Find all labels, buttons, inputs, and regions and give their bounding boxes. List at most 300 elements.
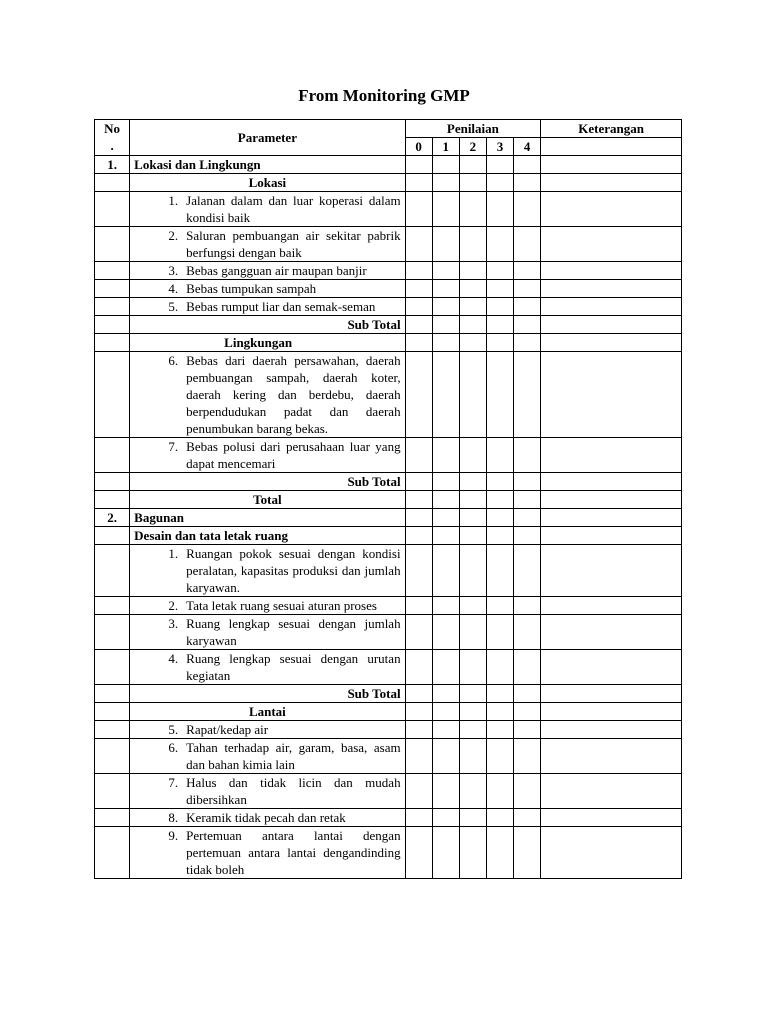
score-cell-2[interactable]	[459, 227, 486, 262]
table-row	[95, 334, 682, 352]
score-cell-0[interactable]	[405, 650, 432, 685]
header-no	[95, 120, 130, 156]
score-cell-2[interactable]	[459, 650, 486, 685]
table-row	[95, 685, 682, 703]
item-text: Rapat/kedap air	[186, 722, 269, 737]
item-number: 6.	[168, 740, 179, 755]
item-number: 2.	[168, 228, 179, 243]
score-cell-3[interactable]	[486, 809, 513, 827]
score-cell-2[interactable]	[459, 721, 486, 739]
score-cell-1[interactable]	[432, 509, 459, 527]
parameter-cell	[130, 156, 405, 174]
score-cell-3[interactable]	[486, 280, 513, 298]
score-cell-2[interactable]	[459, 615, 486, 650]
parameter-cell	[130, 545, 405, 597]
keterangan-cell[interactable]	[541, 227, 682, 262]
score-header-0: 0	[405, 138, 432, 156]
item-number: 7.	[168, 439, 179, 454]
item-text: Tahan terhadap air, garam, basa, asam dan bahan kimia lain	[186, 740, 401, 772]
monitoring-table	[94, 119, 682, 879]
parameter-cell	[130, 192, 405, 227]
score-cell-4[interactable]	[514, 262, 541, 280]
item-text: Ruang lengkap sesuai dengan urutan kegiatan	[186, 651, 401, 683]
score-cell-2[interactable]	[459, 545, 486, 597]
score-cell-1[interactable]	[432, 774, 459, 809]
keterangan-cell[interactable]	[541, 774, 682, 809]
score-cell-2[interactable]	[459, 809, 486, 827]
keterangan-cell[interactable]	[541, 721, 682, 739]
score-cell-1[interactable]	[432, 352, 459, 438]
score-cell-2[interactable]	[459, 703, 486, 721]
header-keterangan: Keterangan	[541, 120, 682, 138]
subtotal-label: Sub Total	[347, 474, 401, 489]
table-row	[95, 280, 682, 298]
parameter-cell	[130, 774, 405, 809]
item-number: 1.	[168, 546, 179, 561]
score-cell-4[interactable]	[514, 316, 541, 334]
table-row	[95, 650, 682, 685]
score-cell-0[interactable]	[405, 615, 432, 650]
parameter-cell	[130, 316, 405, 334]
score-cell-2[interactable]	[459, 174, 486, 192]
score-cell-0[interactable]	[405, 227, 432, 262]
parameter-cell	[130, 473, 405, 491]
row-number	[95, 174, 130, 192]
score-cell-2[interactable]	[459, 527, 486, 545]
parameter-cell	[130, 174, 405, 192]
item-text: Ruang lengkap sesuai dengan jumlah karyawan	[186, 616, 401, 648]
parameter-item	[134, 192, 400, 226]
table-row	[95, 703, 682, 721]
parameter-cell	[130, 509, 405, 527]
score-cell-0[interactable]	[405, 509, 432, 527]
item-text: Ruangan pokok sesuai dengan kondisi peralatan, kapasitas produksi dan jumlah karyawan.	[186, 546, 401, 595]
score-cell-1[interactable]	[432, 809, 459, 827]
parameter-cell	[130, 721, 405, 739]
section-title: Lokasi dan Lingkungn	[134, 157, 261, 172]
score-cell-1[interactable]	[432, 597, 459, 615]
row-number	[95, 650, 130, 685]
score-cell-3[interactable]	[486, 721, 513, 739]
keterangan-cell[interactable]	[541, 316, 682, 334]
score-cell-3[interactable]	[486, 438, 513, 473]
score-cell-3[interactable]	[486, 192, 513, 227]
parameter-item	[134, 650, 400, 684]
row-number	[95, 703, 130, 721]
score-cell-3[interactable]	[486, 739, 513, 774]
header-penilaian: Penilaian	[405, 120, 541, 138]
row-number	[95, 827, 130, 879]
score-cell-4[interactable]	[514, 739, 541, 774]
score-cell-1[interactable]	[432, 262, 459, 280]
row-number	[95, 438, 130, 473]
score-cell-3[interactable]	[486, 491, 513, 509]
item-number: 6.	[168, 353, 179, 368]
keterangan-cell[interactable]	[541, 298, 682, 316]
score-header-3: 3	[486, 138, 513, 156]
table-row	[95, 473, 682, 491]
score-cell-1[interactable]	[432, 615, 459, 650]
item-number: 8.	[168, 810, 179, 825]
score-cell-1[interactable]	[432, 192, 459, 227]
score-cell-4[interactable]	[514, 334, 541, 352]
score-cell-1[interactable]	[432, 545, 459, 597]
score-cell-4[interactable]	[514, 174, 541, 192]
score-cell-3[interactable]	[486, 352, 513, 438]
score-cell-4[interactable]	[514, 352, 541, 438]
score-cell-4[interactable]	[514, 491, 541, 509]
item-number: 1.	[168, 193, 179, 208]
score-cell-4[interactable]	[514, 545, 541, 597]
row-number	[95, 473, 130, 491]
row-number	[95, 352, 130, 438]
score-cell-3[interactable]	[486, 174, 513, 192]
item-text: Bebas tumpukan sampah	[186, 281, 317, 296]
subheading: Lantai	[248, 704, 286, 719]
row-number	[95, 298, 130, 316]
row-number	[95, 545, 130, 597]
table-row	[95, 262, 682, 280]
parameter-item	[134, 827, 400, 878]
table-row	[95, 491, 682, 509]
item-number: 2.	[168, 598, 179, 613]
page-title: From Monitoring GMP	[298, 86, 470, 105]
keterangan-cell[interactable]	[541, 827, 682, 879]
score-cell-0[interactable]	[405, 438, 432, 473]
parameter-cell	[130, 597, 405, 615]
subheading: Lingkungan	[224, 335, 293, 350]
row-number	[95, 491, 130, 509]
score-cell-2[interactable]	[459, 597, 486, 615]
score-cell-4[interactable]	[514, 827, 541, 879]
parameter-cell	[130, 491, 405, 509]
keterangan-cell[interactable]	[541, 597, 682, 615]
row-number: 1.	[95, 156, 130, 174]
item-text: Jalanan dalam dan luar koperasi dalam kondisi baik	[186, 193, 401, 225]
parameter-cell	[130, 280, 405, 298]
score-cell-1[interactable]	[432, 473, 459, 491]
score-cell-0[interactable]	[405, 316, 432, 334]
table-row	[95, 298, 682, 316]
score-cell-0[interactable]	[405, 527, 432, 545]
parameter-item	[134, 615, 400, 649]
row-number	[95, 280, 130, 298]
score-cell-0[interactable]	[405, 334, 432, 352]
row-number	[95, 316, 130, 334]
score-cell-3[interactable]	[486, 545, 513, 597]
header-row-1	[95, 120, 682, 138]
row-number	[95, 685, 130, 703]
row-number	[95, 597, 130, 615]
item-text: Bebas dari daerah persawahan, daerah pembuangan sampah, daerah koter, daerah kering dan berdebu, daerah berpendudukan padat dan daerah penumbukan barang bekas.	[186, 353, 401, 436]
header-keterangan-blank	[541, 138, 682, 156]
item-number: 5.	[168, 299, 179, 314]
row-number	[95, 527, 130, 545]
item-number: 4.	[168, 281, 179, 296]
table-row	[95, 739, 682, 774]
parameter-cell	[130, 527, 405, 545]
score-header-4: 4	[514, 138, 541, 156]
keterangan-cell[interactable]	[541, 527, 682, 545]
item-text: Bebas rumput liar dan semak-seman	[186, 299, 376, 314]
row-number	[95, 809, 130, 827]
table-row	[95, 192, 682, 227]
parameter-item	[134, 739, 400, 773]
parameter-cell	[130, 827, 405, 879]
score-cell-0[interactable]	[405, 809, 432, 827]
score-cell-0[interactable]	[405, 174, 432, 192]
score-cell-1[interactable]	[432, 827, 459, 879]
keterangan-cell[interactable]	[541, 174, 682, 192]
table-row	[95, 438, 682, 473]
score-cell-2[interactable]	[459, 298, 486, 316]
table-row	[95, 316, 682, 334]
table-row	[95, 597, 682, 615]
keterangan-cell[interactable]	[541, 650, 682, 685]
score-cell-1[interactable]	[432, 227, 459, 262]
score-cell-4[interactable]	[514, 473, 541, 491]
score-cell-0[interactable]	[405, 262, 432, 280]
item-number: 5.	[168, 722, 179, 737]
parameter-item	[134, 352, 400, 437]
score-cell-4[interactable]	[514, 615, 541, 650]
score-cell-2[interactable]	[459, 774, 486, 809]
score-cell-4[interactable]	[514, 685, 541, 703]
score-cell-1[interactable]	[432, 685, 459, 703]
item-number: 3.	[168, 616, 179, 631]
parameter-cell	[130, 809, 405, 827]
parameter-item	[134, 774, 400, 808]
parameter-cell	[130, 334, 405, 352]
score-cell-0[interactable]	[405, 739, 432, 774]
row-number	[95, 334, 130, 352]
keterangan-cell[interactable]	[541, 685, 682, 703]
table-row	[95, 827, 682, 879]
keterangan-cell[interactable]	[541, 262, 682, 280]
item-number: 3.	[168, 263, 179, 278]
score-cell-4[interactable]	[514, 703, 541, 721]
score-cell-2[interactable]	[459, 491, 486, 509]
score-cell-4[interactable]	[514, 156, 541, 174]
parameter-cell	[130, 352, 405, 438]
score-cell-0[interactable]	[405, 545, 432, 597]
score-cell-4[interactable]	[514, 721, 541, 739]
parameter-cell	[130, 262, 405, 280]
table-row	[95, 774, 682, 809]
score-cell-4[interactable]	[514, 597, 541, 615]
subheading: Lokasi	[248, 175, 287, 190]
parameter-item	[134, 227, 400, 261]
score-cell-3[interactable]	[486, 298, 513, 316]
keterangan-cell[interactable]	[541, 156, 682, 174]
row-number	[95, 262, 130, 280]
score-cell-4[interactable]	[514, 438, 541, 473]
score-cell-3[interactable]	[486, 827, 513, 879]
table-row	[95, 809, 682, 827]
item-number: 7.	[168, 775, 179, 790]
score-cell-2[interactable]	[459, 438, 486, 473]
score-cell-3[interactable]	[486, 597, 513, 615]
score-cell-2[interactable]	[459, 473, 486, 491]
parameter-item	[134, 809, 400, 826]
score-cell-3[interactable]	[486, 703, 513, 721]
score-cell-0[interactable]	[405, 473, 432, 491]
score-cell-4[interactable]	[514, 509, 541, 527]
score-cell-0[interactable]	[405, 703, 432, 721]
score-cell-2[interactable]	[459, 280, 486, 298]
score-cell-0[interactable]	[405, 827, 432, 879]
row-number	[95, 615, 130, 650]
score-cell-0[interactable]	[405, 597, 432, 615]
score-cell-2[interactable]	[459, 827, 486, 879]
score-cell-1[interactable]	[432, 334, 459, 352]
row-number	[95, 739, 130, 774]
score-cell-0[interactable]	[405, 352, 432, 438]
keterangan-cell[interactable]	[541, 703, 682, 721]
score-cell-1[interactable]	[432, 650, 459, 685]
score-cell-1[interactable]	[432, 491, 459, 509]
score-cell-1[interactable]	[432, 438, 459, 473]
score-cell-2[interactable]	[459, 192, 486, 227]
score-cell-4[interactable]	[514, 809, 541, 827]
score-cell-1[interactable]	[432, 703, 459, 721]
score-cell-3[interactable]	[486, 262, 513, 280]
score-cell-3[interactable]	[486, 316, 513, 334]
row-number: 2.	[95, 509, 130, 527]
parameter-cell	[130, 438, 405, 473]
score-cell-1[interactable]	[432, 280, 459, 298]
table-row	[95, 156, 682, 174]
item-text: Bebas gangguan air maupan banjir	[186, 263, 367, 278]
keterangan-cell[interactable]	[541, 509, 682, 527]
parameter-item	[134, 438, 400, 472]
header-no-dot: .	[110, 138, 114, 153]
score-cell-3[interactable]	[486, 227, 513, 262]
parameter-cell	[130, 615, 405, 650]
score-cell-1[interactable]	[432, 316, 459, 334]
score-cell-1[interactable]	[432, 156, 459, 174]
row-number	[95, 721, 130, 739]
keterangan-cell[interactable]	[541, 334, 682, 352]
score-cell-4[interactable]	[514, 280, 541, 298]
header-no-label: No	[104, 121, 121, 136]
score-cell-1[interactable]	[432, 739, 459, 774]
score-cell-1[interactable]	[432, 721, 459, 739]
score-cell-2[interactable]	[459, 262, 486, 280]
score-cell-2[interactable]	[459, 685, 486, 703]
keterangan-cell[interactable]	[541, 545, 682, 597]
score-cell-1[interactable]	[432, 174, 459, 192]
score-cell-4[interactable]	[514, 192, 541, 227]
keterangan-cell[interactable]	[541, 615, 682, 650]
score-cell-0[interactable]	[405, 685, 432, 703]
parameter-item	[134, 262, 400, 279]
table-row	[95, 227, 682, 262]
score-header-2: 2	[459, 138, 486, 156]
score-cell-2[interactable]	[459, 739, 486, 774]
score-cell-3[interactable]	[486, 509, 513, 527]
parameter-item	[134, 280, 400, 297]
parameter-cell	[130, 227, 405, 262]
score-cell-4[interactable]	[514, 774, 541, 809]
score-cell-3[interactable]	[486, 774, 513, 809]
score-cell-2[interactable]	[459, 156, 486, 174]
score-cell-1[interactable]	[432, 527, 459, 545]
table-row	[95, 509, 682, 527]
item-text: Keramik tidak pecah dan retak	[186, 810, 346, 825]
score-cell-3[interactable]	[486, 334, 513, 352]
score-cell-0[interactable]	[405, 774, 432, 809]
item-text: Tata letak ruang sesuai aturan proses	[186, 598, 377, 613]
score-cell-4[interactable]	[514, 227, 541, 262]
keterangan-cell[interactable]	[541, 739, 682, 774]
keterangan-cell[interactable]	[541, 473, 682, 491]
score-cell-4[interactable]	[514, 650, 541, 685]
score-header-1: 1	[432, 138, 459, 156]
header-parameter: Parameter	[130, 120, 405, 156]
item-text: Bebas polusi dari perusahaan luar yang dapat mencemari	[186, 439, 401, 471]
score-cell-3[interactable]	[486, 473, 513, 491]
score-cell-0[interactable]	[405, 280, 432, 298]
score-cell-2[interactable]	[459, 352, 486, 438]
item-text: Pertemuan antara lantai dengan pertemuan antara lantai dengandinding tidak boleh	[186, 828, 401, 877]
score-cell-3[interactable]	[486, 527, 513, 545]
parameter-item	[134, 721, 400, 738]
subheading: Total	[253, 492, 282, 507]
score-cell-1[interactable]	[432, 298, 459, 316]
parameter-cell	[130, 685, 405, 703]
score-cell-2[interactable]	[459, 334, 486, 352]
parameter-item	[134, 545, 400, 596]
parameter-cell	[130, 298, 405, 316]
keterangan-cell[interactable]	[541, 809, 682, 827]
score-cell-0[interactable]	[405, 192, 432, 227]
table-row	[95, 352, 682, 438]
keterangan-cell[interactable]	[541, 280, 682, 298]
section-title: Bagunan	[134, 510, 185, 525]
table-row	[95, 721, 682, 739]
keterangan-cell[interactable]	[541, 491, 682, 509]
score-cell-3[interactable]	[486, 650, 513, 685]
item-text: Saluran pembuangan air sekitar pabrik berfungsi dengan baik	[186, 228, 401, 260]
row-number	[95, 227, 130, 262]
parameter-item	[134, 597, 400, 614]
subtotal-label: Sub Total	[347, 686, 401, 701]
score-cell-0[interactable]	[405, 156, 432, 174]
keterangan-cell[interactable]	[541, 438, 682, 473]
score-cell-3[interactable]	[486, 615, 513, 650]
score-cell-4[interactable]	[514, 298, 541, 316]
subheading: Desain dan tata letak ruang	[134, 528, 289, 543]
subtotal-label: Sub Total	[347, 317, 401, 332]
keterangan-cell[interactable]	[541, 352, 682, 438]
score-cell-3[interactable]	[486, 156, 513, 174]
parameter-cell	[130, 739, 405, 774]
parameter-item	[134, 298, 400, 315]
score-cell-4[interactable]	[514, 527, 541, 545]
score-cell-2[interactable]	[459, 316, 486, 334]
score-cell-0[interactable]	[405, 298, 432, 316]
table-row	[95, 174, 682, 192]
score-cell-2[interactable]	[459, 509, 486, 527]
score-cell-0[interactable]	[405, 491, 432, 509]
row-number	[95, 192, 130, 227]
score-cell-0[interactable]	[405, 721, 432, 739]
score-cell-3[interactable]	[486, 685, 513, 703]
keterangan-cell[interactable]	[541, 192, 682, 227]
item-text: Halus dan tidak licin dan mudah dibersihkan	[186, 775, 401, 807]
item-number: 9.	[168, 828, 179, 843]
